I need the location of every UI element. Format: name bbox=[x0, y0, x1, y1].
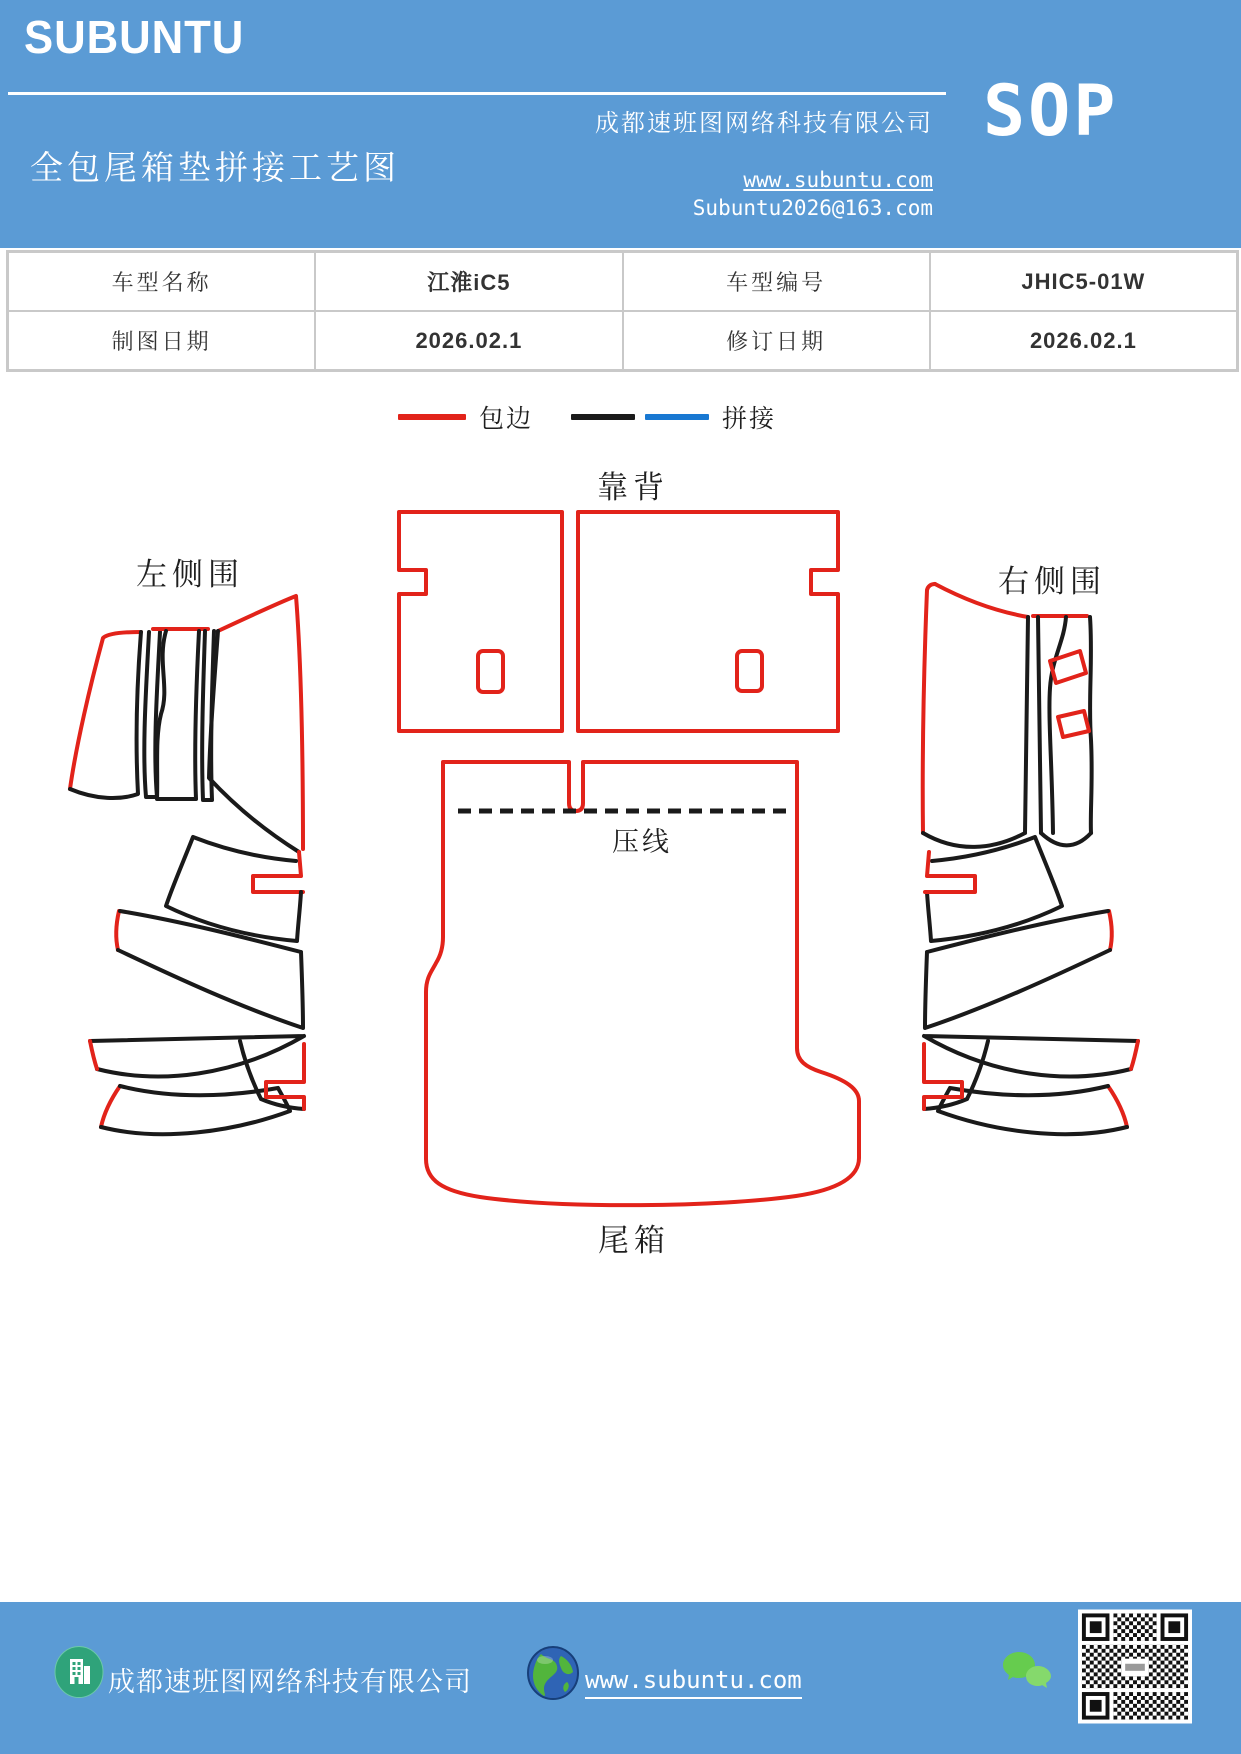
binding-red-swatch bbox=[398, 414, 466, 420]
table-cell-draw-date-label: 制图日期 bbox=[8, 311, 315, 370]
pattern-piece-edge bbox=[924, 1036, 1138, 1076]
press-line-label: 压线 bbox=[612, 827, 672, 857]
pattern-piece-edge bbox=[1131, 1041, 1138, 1069]
splice-legend-label: 拼接 bbox=[722, 405, 777, 433]
table-cell-revise-date-label: 修订日期 bbox=[623, 311, 930, 370]
pattern-piece-edge bbox=[925, 911, 1110, 1028]
pattern-piece-edge bbox=[118, 911, 303, 1028]
pattern-piece-notch bbox=[266, 1044, 304, 1109]
table-cell-model-code-label: 车型编号 bbox=[623, 252, 930, 311]
backrest-right-piece bbox=[578, 512, 838, 731]
header-email: Subuntu2026@163.com bbox=[692, 196, 933, 220]
pattern-piece-edge bbox=[90, 1036, 304, 1076]
binding-legend-label: 包边 bbox=[479, 405, 534, 433]
backrest-group bbox=[399, 512, 838, 731]
trunk-label: 尾箱 bbox=[598, 1223, 670, 1258]
page-title: 全包尾箱垫拼接工艺图 bbox=[30, 151, 400, 187]
pattern-piece-edge bbox=[166, 837, 301, 941]
backrest-left-slot bbox=[478, 651, 503, 692]
header-banner bbox=[0, 0, 1241, 248]
pattern-piece-edge bbox=[116, 911, 119, 950]
header-company-name: 成都速班图网络科技有限公司 bbox=[595, 111, 933, 137]
pattern-piece-edge bbox=[218, 596, 303, 849]
pattern-piece-edge bbox=[101, 1086, 290, 1134]
pattern-piece-edge bbox=[1108, 1086, 1127, 1127]
pattern-piece-edge bbox=[144, 632, 160, 797]
line-legend bbox=[398, 399, 776, 435]
table-cell-model-code-value: JHIC5-01W bbox=[930, 252, 1237, 311]
pattern-piece-edge bbox=[923, 584, 935, 833]
right-side-label: 右侧围 bbox=[998, 564, 1106, 599]
sop-mark: SOP bbox=[983, 70, 1119, 152]
backrest-label: 靠背 bbox=[597, 470, 669, 505]
table-cell-model-name-label: 车型名称 bbox=[8, 252, 315, 311]
pattern-piece-edge bbox=[101, 1086, 120, 1127]
header-website-link[interactable]: www.subuntu.com bbox=[743, 168, 933, 192]
pattern-piece-edge bbox=[1041, 833, 1091, 845]
backrest-left-piece bbox=[399, 512, 562, 731]
pattern-piece-edge bbox=[70, 632, 141, 789]
pattern-piece-notch bbox=[925, 852, 975, 892]
table-cell-draw-date-value: 2026.02.1 bbox=[315, 311, 622, 370]
pattern-piece-edge bbox=[1049, 617, 1066, 833]
table-cell-revise-date-value: 2026.02.1 bbox=[930, 311, 1237, 370]
footer-website-link[interactable]: www.subuntu.com bbox=[585, 1666, 802, 1699]
pattern-piece-edge bbox=[202, 631, 214, 800]
pattern-piece-edge bbox=[1038, 617, 1041, 833]
pattern-piece-slot bbox=[1058, 711, 1089, 737]
pattern-piece-notch bbox=[924, 1044, 962, 1109]
pattern-piece-slot bbox=[1050, 651, 1086, 683]
pattern-piece-edge bbox=[157, 631, 199, 799]
splice-blue-swatch bbox=[645, 414, 709, 420]
pattern-piece-edge bbox=[923, 617, 1028, 847]
pattern-piece-edge bbox=[209, 631, 299, 852]
backrest-right-slot bbox=[737, 651, 762, 691]
globe-icon bbox=[527, 1646, 579, 1700]
splice-black-swatch bbox=[571, 414, 635, 420]
pattern-piece-edge bbox=[1109, 911, 1112, 950]
building-icon bbox=[54, 1646, 104, 1698]
right-side-group bbox=[923, 584, 1138, 1134]
pattern-piece-edge bbox=[927, 837, 1062, 941]
left-side-group bbox=[70, 596, 304, 1134]
footer-company-name: 成都速班图网络科技有限公司 bbox=[108, 1667, 472, 1697]
pattern-piece-edge bbox=[938, 1086, 1127, 1134]
pattern-piece-edge bbox=[924, 1041, 988, 1109]
pattern-piece-edge bbox=[1090, 617, 1092, 833]
vehicle-info-table bbox=[6, 250, 1239, 372]
pattern-piece-edge bbox=[240, 1041, 304, 1109]
brand-logo: SUBUNTU bbox=[24, 11, 245, 63]
pattern-piece-edge bbox=[70, 632, 141, 798]
qr-code bbox=[1078, 1609, 1192, 1724]
wechat-icon bbox=[1002, 1650, 1052, 1696]
left-side-label: 左侧围 bbox=[136, 557, 244, 592]
table-cell-model-name-value: 江淮iC5 bbox=[315, 252, 622, 311]
header-divider-line bbox=[8, 92, 946, 95]
pattern-piece-edge bbox=[90, 1041, 97, 1069]
pattern-piece-notch bbox=[253, 852, 303, 892]
